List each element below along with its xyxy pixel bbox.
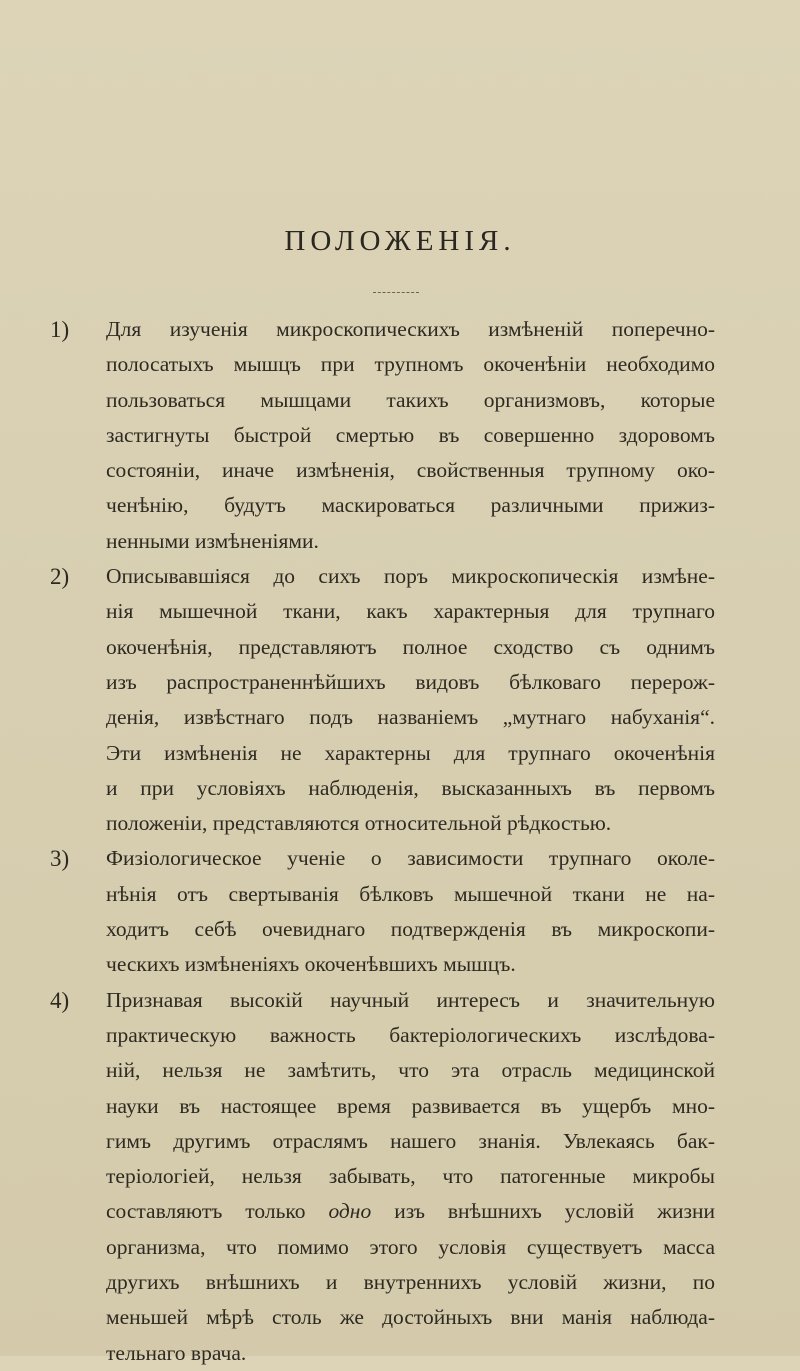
emphasized-word: одно: [328, 1199, 372, 1224]
theses-list: [50, 312, 715, 1371]
text-line: тельнаго врача.: [106, 1340, 247, 1365]
thesis-2: [50, 559, 715, 841]
text-line: денія, извѣстнаго подъ названіемъ „мутнаго набуханія“.: [106, 705, 715, 730]
text-line: Для изученія микроскопическихъ измѣненій поперечно-: [106, 317, 715, 341]
text-line: положеніи, представляются относительной рѣдкостью.: [106, 811, 612, 836]
text-line: гимъ другимъ отраслямъ нашего знанія. Увлекаясь бак-: [106, 1128, 715, 1153]
thesis-number: 3): [50, 846, 70, 872]
thesis-1: [50, 312, 715, 559]
text-line: Физіологическое ученіе о зависимости трупнаго околе-: [106, 846, 715, 871]
text-line: другихъ внѣшнихъ и внутреннихъ условій жизни, по: [106, 1270, 715, 1295]
text-line: ченѣнію, будутъ маскироваться различными прижиз-: [106, 493, 715, 518]
text-line: практическую важность бактеріологическихъ изслѣдова-: [106, 1022, 715, 1047]
text-line-with-emphasis: [106, 1194, 715, 1229]
text-line: застигнуты быстрой смертью въ совершенно здоровомъ: [106, 422, 715, 447]
text-line: ходитъ себѣ очевиднаго подтвержденія въ микроскопи-: [106, 917, 715, 942]
page-title: ПОЛОЖЕНІЯ.: [284, 225, 516, 257]
thesis-number: 4): [50, 987, 70, 1013]
text-segment: составляютъ только: [106, 1199, 306, 1224]
text-line: нія мышечной ткани, какъ характерныя для трупнаго: [106, 599, 715, 624]
thesis-number: 2): [50, 564, 70, 590]
title-divider: [373, 292, 419, 293]
text-line: состояніи, иначе измѣненія, свойственныя трупному око-: [106, 458, 715, 483]
text-line: науки въ настоящее время развивается въ ущербъ мно-: [106, 1093, 715, 1118]
text-line: организма, что помимо этого условія существуетъ масса: [106, 1234, 715, 1259]
text-line: полосатыхъ мышцъ при трупномъ окоченѣніи необходимо: [106, 352, 715, 377]
text-line: ческихъ измѣненіяхъ окоченѣвшихъ мышцъ.: [106, 952, 516, 977]
text-line: меньшей мѣрѣ столь же достойныхъ вни манія наблюда-: [106, 1305, 715, 1330]
text-line: теріологіей, нельзя забывать, что патогенные микробы: [106, 1164, 715, 1189]
text-line: изъ распространеннѣйшихъ видовъ бѣлковаго перерож-: [106, 669, 715, 694]
text-line: ненными измѣненіями.: [106, 528, 319, 553]
text-line: пользоваться мышцами такихъ организмовъ, которые: [106, 387, 715, 412]
text-line: Описывавшіяся до сихъ поръ микроскопическія измѣне-: [106, 564, 715, 589]
thesis-3: [50, 841, 715, 982]
text-segment: изъ внѣшнихъ условій жизни: [394, 1199, 715, 1224]
text-line: окоченѣнія, представляютъ полное сходство съ однимъ: [106, 634, 715, 659]
thesis-number: 1): [50, 317, 70, 342]
text-line: Эти измѣненія не характерны для трупнаго окоченѣнія: [106, 740, 715, 765]
text-line: нѣнія отъ свертыванія бѣлковъ мышечной ткани не на-: [106, 881, 715, 906]
text-line: и при условіяхъ наблюденія, высказанныхъ въ первомъ: [106, 775, 715, 800]
text-line: ній, нельзя не замѣтить, что эта отрасль медицинской: [106, 1058, 715, 1083]
text-line: Признавая высокій научный интересъ и значительную: [106, 987, 715, 1012]
thesis-4: [50, 983, 715, 1371]
